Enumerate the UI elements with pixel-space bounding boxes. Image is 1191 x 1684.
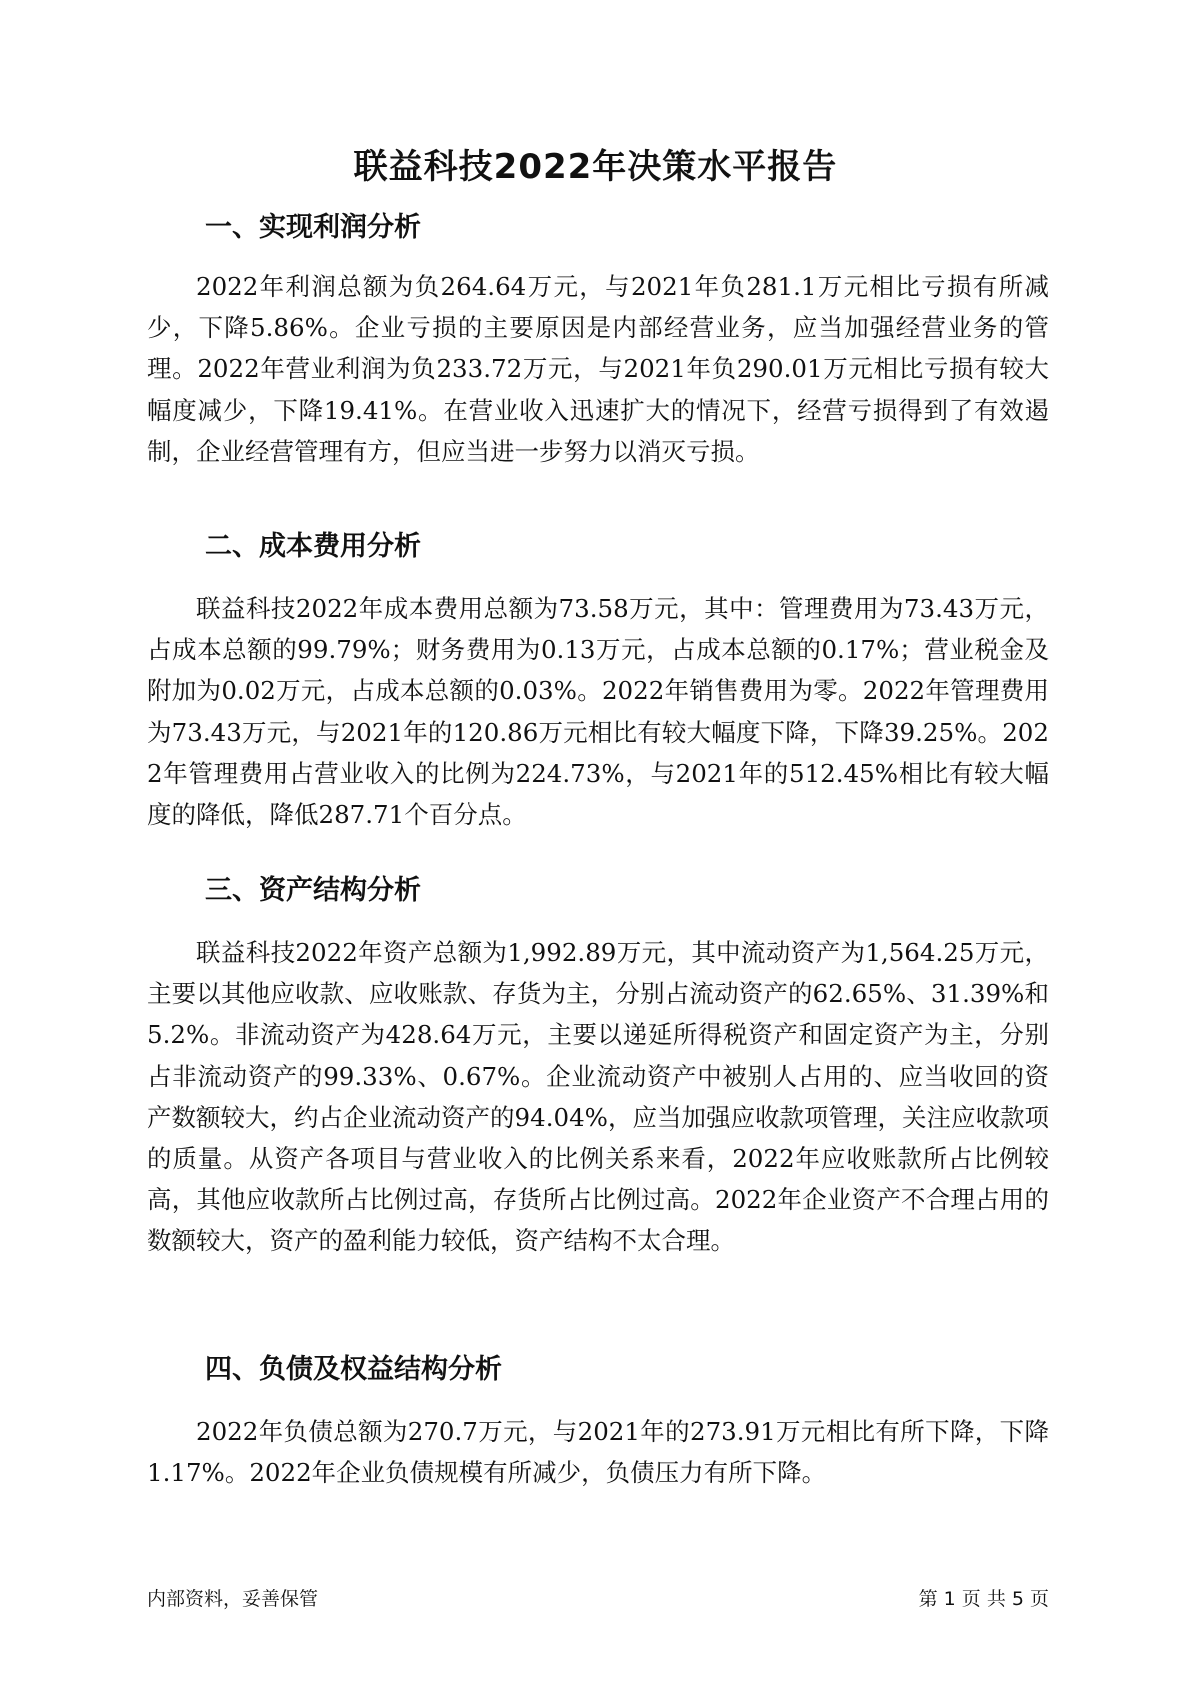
section-paragraph-assets: 联益科技2022年资产总额为1,992.89万元，其中流动资产为1,564.25万元，主要以其他应收款、应收账款、存货为主，分别占流动资产的62.65%、31.39%和5.2%。非流动资产为428.64万元，主要以递延所得税资产和固定资产为主，分别占非流动资产的99.33%、0.67%。企业流动资产中被别人占用的、应当收回的资产数额较大，约占企业流动资产的94.04%，应当加强应收款项管理，关注应收款项的质量。从资产各项目与营业收入的比例关系来看，2022年应收账款所占比例较高，其他应收款所占比例过高，存货所占比例过高。2022年企业资产不合理占用的数额较大，资产的盈利能力较低，资产结构不太合理。 bbox=[147, 938, 1049, 1256]
section-paragraph-cost: 联益科技2022年成本费用总额为73.58万元，其中：管理费用为73.43万元，占成本总额的99.79%；财务费用为0.13万元，占成本总额的0.17%；营业税金及附加为0.02万元，占成本总额的0.03%。2022年销售费用为零。2022年管理费用为73.43万元，与2021年的120.86万元相比有较大幅度下降，下降39.25%。2022年管理费用占营业收入的比例为224.73%，与2021年的512.45%相比有较大幅度的降低，降低287.71个百分点。 bbox=[147, 594, 1049, 830]
section-paragraph-profit: 2022年利润总额为负264.64万元，与2021年负281.1万元相比亏损有所减少，下降5.86%。企业亏损的主要原因是内部经营业务，应当加强经营业务的管理。2022年营业利润为负233.72万元，与2021年负290.01万元相比亏损有较大幅度减少，下降19.41%。在营业收入迅速扩大的情况下，经营亏损得到了有效遏制，企业经营管理有方，但应当进一步努力以消灭亏损。 bbox=[147, 272, 1049, 466]
section-paragraph-liabilities: 2022年负债总额为270.7万元，与2021年的273.91万元相比有所下降，下降1.17%。2022年企业负债规模有所减少，负债压力有所下降。 bbox=[147, 1417, 1049, 1488]
footer-confidential-note: 内部资料，妥善保管 bbox=[147, 1588, 319, 1610]
document-title: 联益科技2022年决策水平报告 bbox=[353, 147, 838, 187]
section-heading-cost: 二、成本费用分析 bbox=[205, 531, 421, 562]
section-heading-assets: 三、资产结构分析 bbox=[205, 875, 421, 906]
section-heading-liabilities: 四、负债及权益结构分析 bbox=[205, 1354, 502, 1385]
footer-page-number: 第 1 页 共 5 页 bbox=[918, 1588, 1049, 1610]
section-heading-profit: 一、实现利润分析 bbox=[205, 212, 421, 243]
